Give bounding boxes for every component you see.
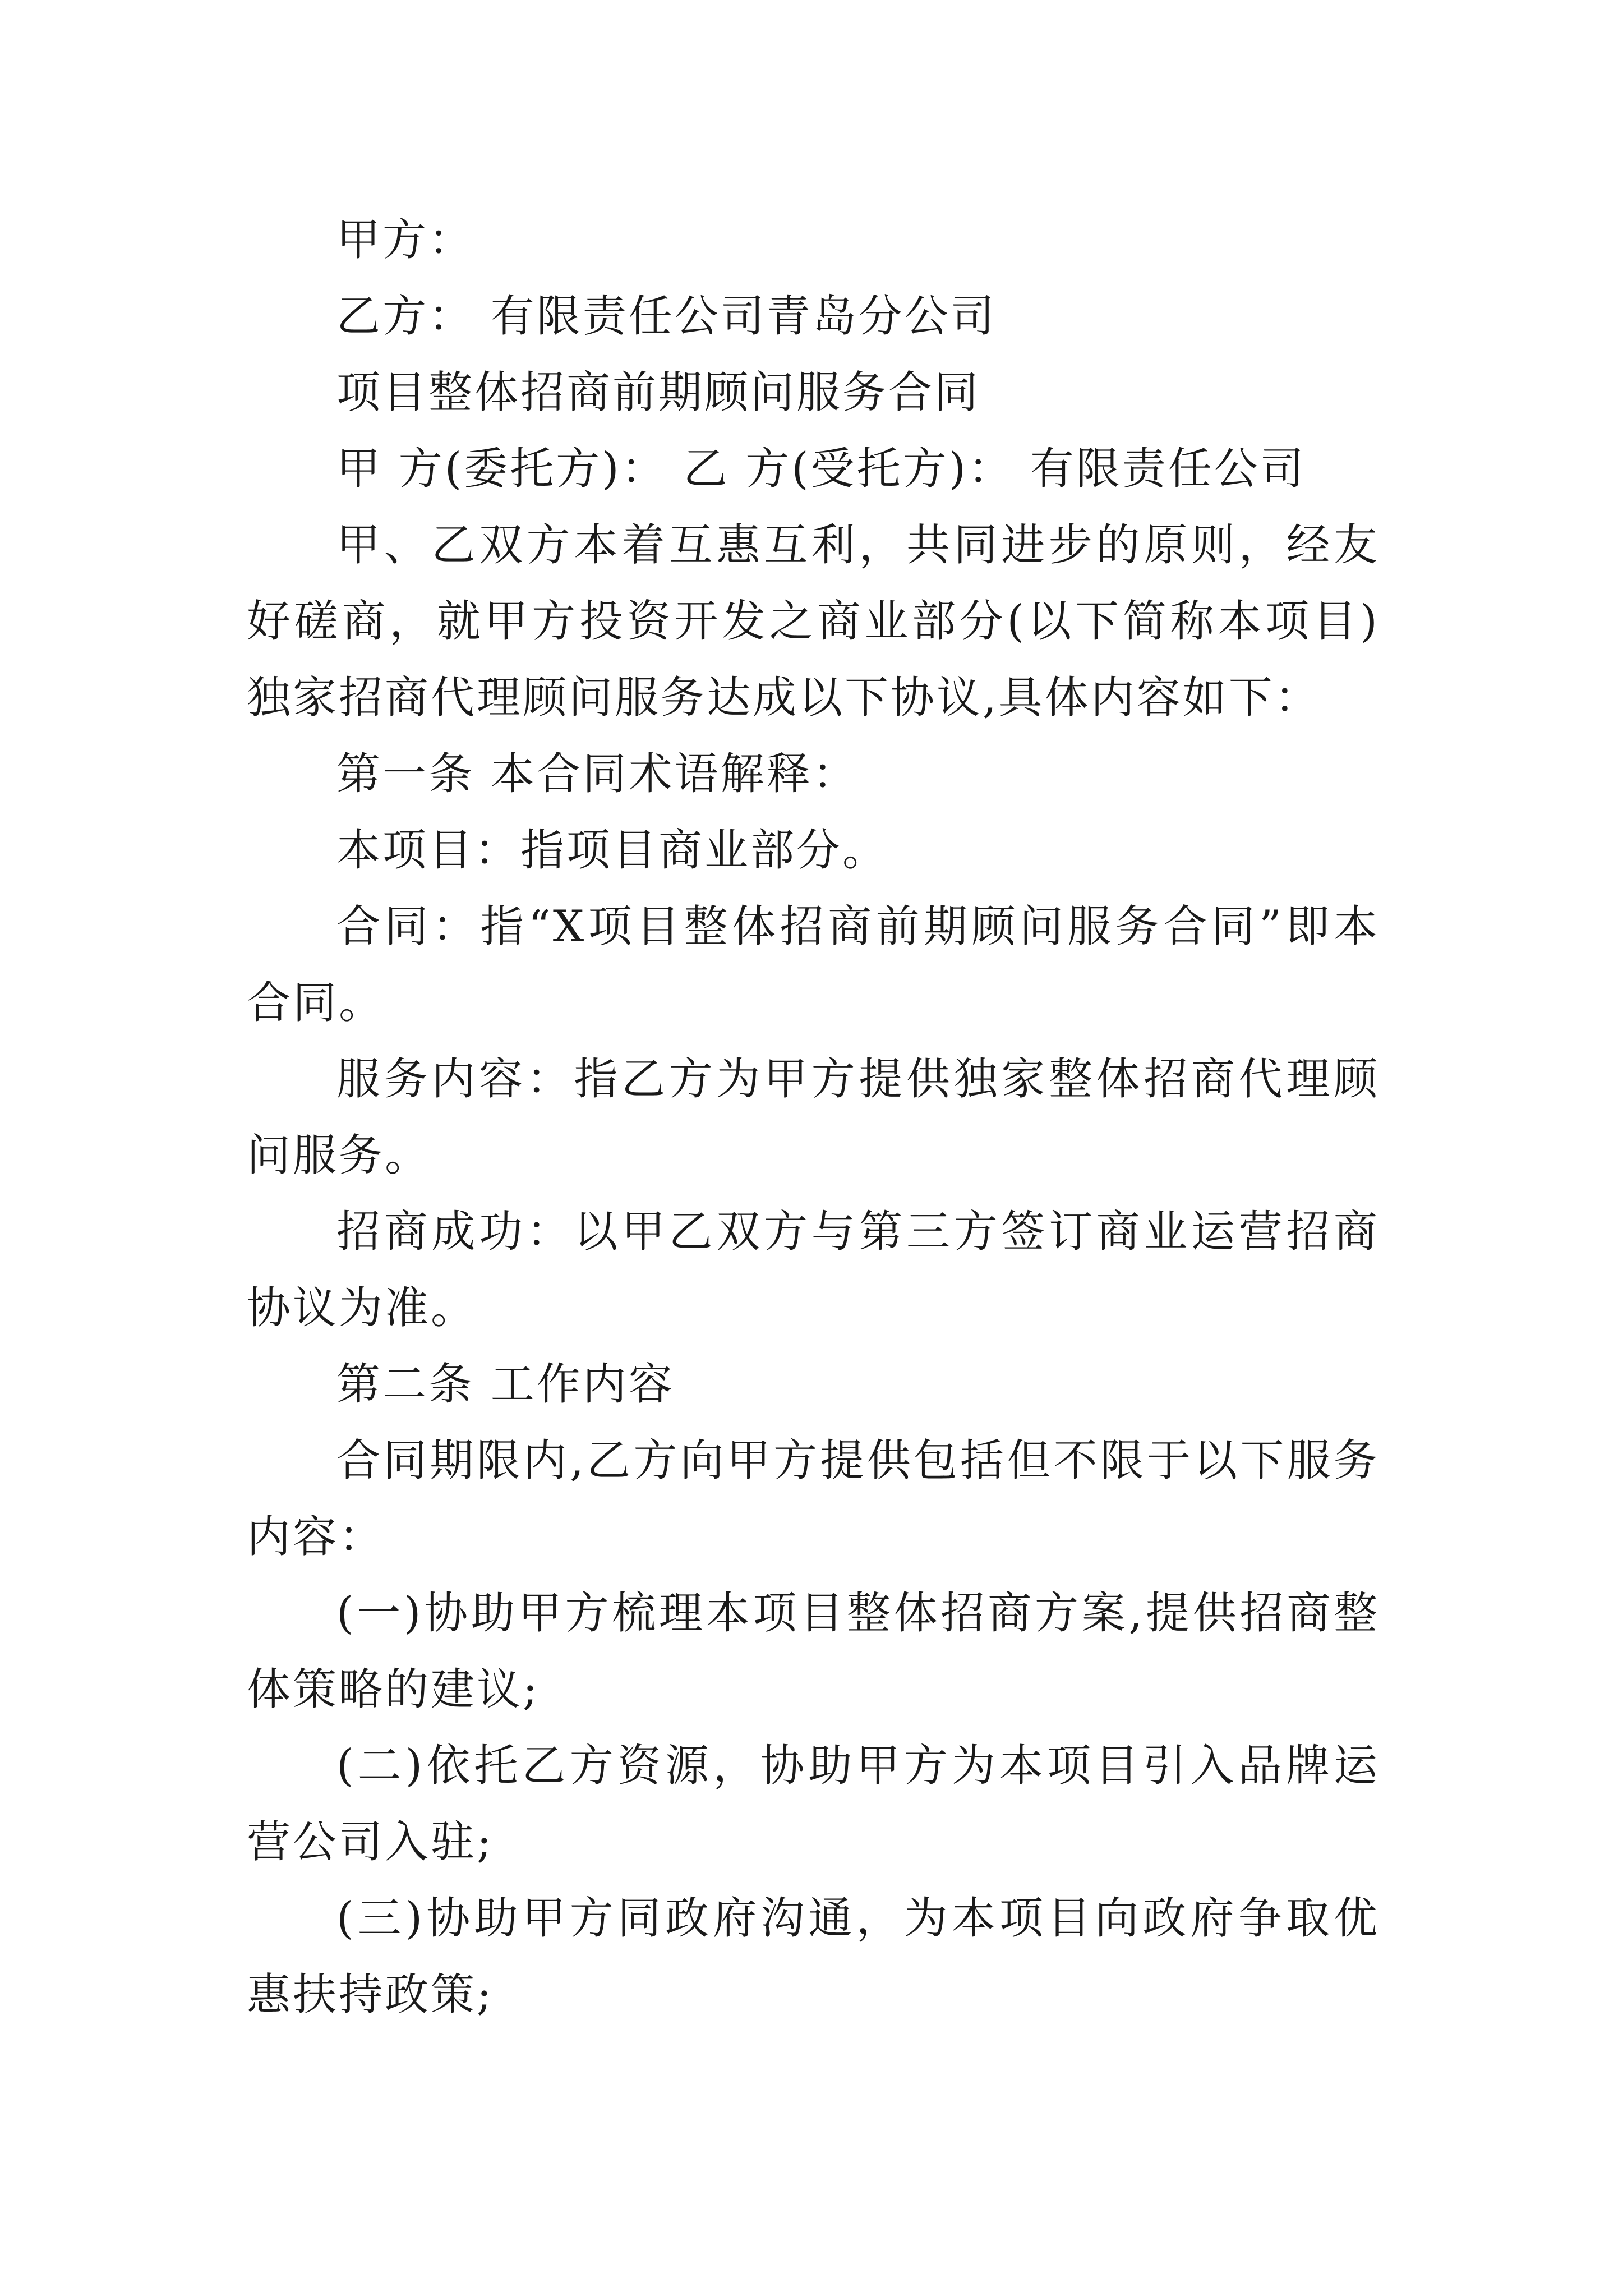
document-body bbox=[247, 202, 1380, 2033]
party-b-line: 乙方： 有限责任公司青岛分公司 bbox=[336, 291, 997, 342]
definition-service: 服务内容：指乙方为甲方提供独家整体招商代理顾问服务。 bbox=[247, 1054, 1380, 1181]
preamble-paragraph: 甲、乙双方本着互惠互利，共同进步的原则，经友好磋商，就甲方投资开发之商业部分(以下简称本项目)独家招商代理顾问服务达成以下协议,具体内容如下： bbox=[247, 520, 1380, 723]
article-2-heading: 第二条 工作内容 bbox=[336, 1359, 675, 1410]
article-1-heading: 第一条 本合同术语解释： bbox=[336, 749, 859, 799]
definition-project: 本项目：指项目商业部分。 bbox=[336, 825, 889, 876]
definition-contract: 合同：指“X项目整体招商前期顾问服务合同”即本合同。 bbox=[247, 901, 1380, 1028]
scope-item-1: (一)协助甲方梳理本项目整体招商方案,提供招商整体策略的建议; bbox=[247, 1588, 1380, 1715]
party-a-line: 甲方： bbox=[336, 215, 475, 265]
scope-intro: 合同期限内,乙方向甲方提供包括但不限于以下服务内容： bbox=[247, 1435, 1380, 1562]
scope-item-3: (三)协助甲方同政府沟通，为本项目向政府争取优惠扶持政策; bbox=[247, 1893, 1380, 2020]
contract-title: 项目整体招商前期顾问服务合同 bbox=[336, 367, 981, 418]
scope-item-2: (二)依托乙方资源，协助甲方为本项目引入品牌运营公司入驻; bbox=[247, 1741, 1380, 1867]
definition-success: 招商成功：以甲乙双方与第三方签订商业运营招商协议为准。 bbox=[247, 1207, 1380, 1333]
parties-roles-line: 甲 方(委托方)： 乙 方(受托方)： 有限责任公司 bbox=[336, 444, 1306, 494]
